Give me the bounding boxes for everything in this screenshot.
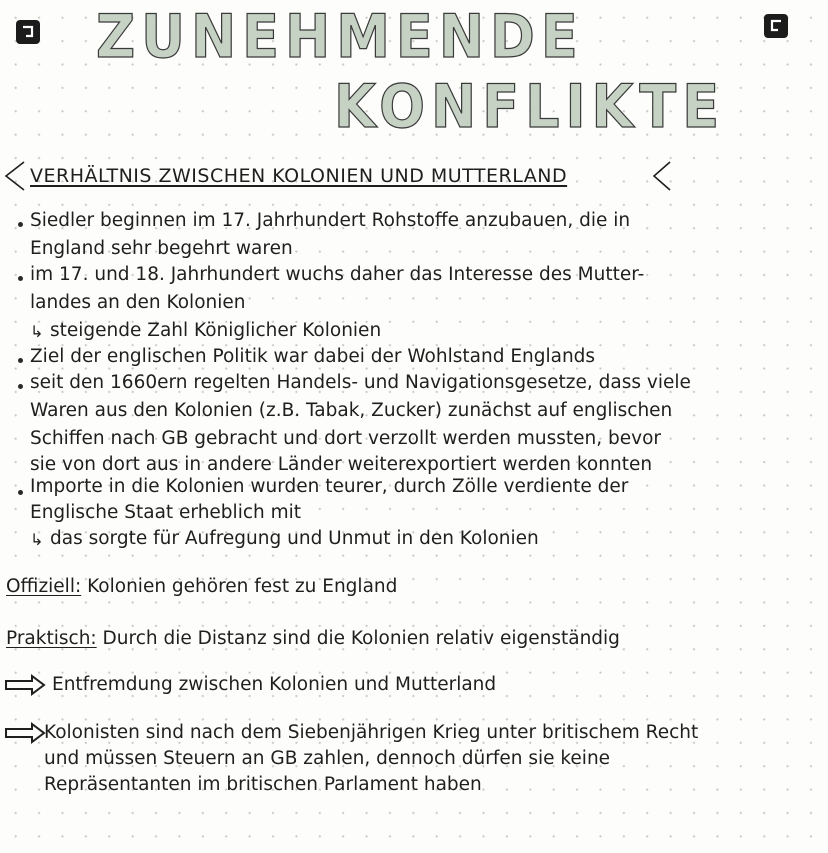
- bullet-dot: [18, 222, 23, 227]
- bullet-4-line-4: sie von dort aus in andere Länder weiterexportiert werden konnten: [30, 454, 653, 475]
- page-title-line-1: ZUNEHMENDE: [96, 2, 584, 72]
- bullet-4-line-1: seit den 1660ern regelten Handels- und Navigationsgesetze, dass viele: [30, 372, 691, 393]
- conclusion-1-line-1: Entfremdung zwischen Kolonien und Mutterland: [52, 674, 497, 695]
- practical-label: Praktisch:: [6, 628, 97, 649]
- bullet-dot: [18, 490, 23, 495]
- section-heading-banner: [2, 156, 692, 196]
- bullet-5-line-1: Importe in die Kolonien wurden teurer, durch Zölle verdiente der: [30, 476, 629, 497]
- official-text: Kolonien gehören fest zu England: [87, 576, 398, 597]
- bullet-4-line-2: Waren aus den Kolonien (z.B. Tabak, Zucker) zunächst auf englischen: [30, 400, 673, 421]
- section-heading: VERHÄLTNIS ZWISCHEN KOLONIEN UND MUTTERLAND: [30, 165, 568, 187]
- bullet-dot: [18, 276, 23, 281]
- hook-arrow-icon: ↳: [30, 322, 44, 341]
- bullet-2-line-1: im 17. und 18. Jahrhundert wuchs daher das Interesse des Mutter-: [30, 264, 645, 285]
- hook-arrow-icon: ↳: [30, 530, 44, 549]
- practical-text: Durch die Distanz sind die Kolonien relativ eigenständig: [102, 628, 620, 649]
- page-title-line-2: KONFLIKTE: [334, 72, 726, 142]
- bullet-1-line-2: England sehr begehrt waren: [30, 238, 293, 259]
- double-arrow-icon: [4, 674, 46, 696]
- official-label: Offiziell:: [6, 576, 82, 597]
- conclusion-2-line-1: Kolonisten sind nach dem Siebenjährigen Krieg unter britischem Recht: [44, 722, 699, 743]
- bullet-1-line-1: Siedler beginnen im 17. Jahrhundert Rohstoffe anzubauen, die in: [30, 210, 631, 231]
- bullet-dot: [18, 358, 23, 363]
- return-arrow-icon: [16, 20, 40, 44]
- bullet-5-line-2: Englische Staat erheblich mit: [30, 502, 302, 523]
- official-row: [6, 578, 397, 597]
- bullet-4-line-3: Schiffen nach GB gebracht und dort verzollt werden mussten, bevor: [30, 428, 662, 449]
- bullet-3-line-1: Ziel der englischen Politik war dabei der Wohlstand Englands: [30, 346, 596, 367]
- double-arrow-icon: [4, 722, 46, 744]
- conclusion-2-line-3: Repräsentanten im britischen Parlament haben: [44, 774, 482, 795]
- bullet-2-sub: steigende Zahl Königlicher Kolonien: [50, 320, 382, 341]
- bullet-2-line-2: landes an den Kolonien: [30, 292, 246, 313]
- conclusion-2-line-2: und müssen Steuern an GB zahlen, dennoch dürfen sie keine: [44, 748, 611, 769]
- return-arrow-icon: [764, 14, 788, 38]
- bullet-5-sub: das sorgte für Aufregung und Unmut in den Kolonien: [50, 528, 539, 549]
- practical-row: [6, 630, 620, 649]
- bullet-dot: [18, 384, 23, 389]
